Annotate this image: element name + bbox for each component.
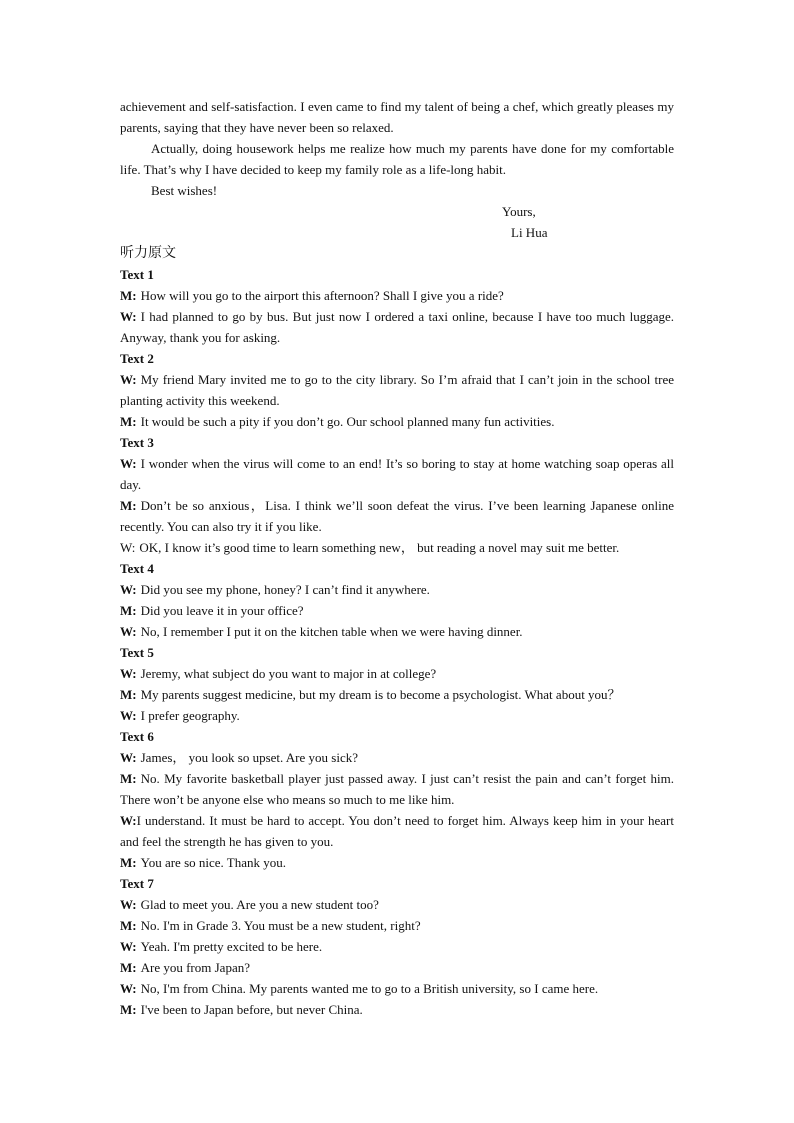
text-title: Text 1 <box>120 267 154 282</box>
dialogue-line <box>120 705 674 726</box>
transcript-text-block <box>120 348 674 432</box>
letter-paragraph-1: achievement and self-satisfaction. I even came to find my talent of being a chef, which greatly pleases my parents, saying that they have never been so relaxed. <box>120 99 674 135</box>
dialogue-text: You are so nice. Thank you. <box>140 855 287 870</box>
dialogue-line <box>120 663 674 684</box>
text-title: Text 7 <box>120 876 154 891</box>
speaker-label: M: <box>120 918 137 933</box>
dialogue-line <box>120 537 674 558</box>
speaker-label: W: <box>120 939 137 954</box>
letter-closing: Yours, <box>502 204 536 219</box>
dialogue-line <box>120 852 674 873</box>
dialogue-line <box>120 684 674 705</box>
dialogue-text: How will you go to the airport this afternoon? Shall I give you a ride? <box>140 288 504 303</box>
speaker-label: M: <box>120 687 137 702</box>
dialogue-text: I wonder when the virus will come to an end! It’s so boring to stay at home watching soap operas all day. <box>120 456 674 492</box>
letter-signature: Li Hua <box>511 225 548 240</box>
document-page <box>120 96 674 1020</box>
speaker-label: M: <box>120 603 137 618</box>
dialogue-line <box>120 978 674 999</box>
dialogue-line <box>120 915 674 936</box>
dialogue-line <box>120 369 674 411</box>
dialogue-text: My friend Mary invited me to go to the city library. So I’m afraid that I can’t join in the school tree planting activity this weekend. <box>120 372 674 408</box>
dialogue-line <box>120 411 674 432</box>
text-title: Text 6 <box>120 729 154 744</box>
dialogue-line <box>120 936 674 957</box>
dialogue-text: I understand. It must be hard to accept. You don’t need to forget him. Always keep him in your heart and feel the strength he has given to you. <box>120 813 674 849</box>
text-title: Text 3 <box>120 435 154 450</box>
dialogue-line <box>120 621 674 642</box>
speaker-label: M: <box>120 288 137 303</box>
speaker-label: M: <box>120 960 137 975</box>
dialogue-text: OK, I know it’s good time to learn something new， but reading a novel may suit me better. <box>139 540 620 555</box>
dialogue-text: No. I'm in Grade 3. You must be a new student, right? <box>140 918 421 933</box>
dialogue-line <box>120 810 674 852</box>
dialogue-line <box>120 600 674 621</box>
dialogue-line <box>120 495 674 537</box>
speaker-label: M: <box>120 498 137 513</box>
speaker-label: W: <box>120 540 136 555</box>
speaker-label: W: <box>120 981 137 996</box>
text-title: Text 4 <box>120 561 154 576</box>
speaker-label: W: <box>120 666 137 681</box>
dialogue-text: Glad to meet you. Are you a new student too? <box>140 897 379 912</box>
dialogue-line <box>120 999 674 1020</box>
text-title: Text 2 <box>120 351 154 366</box>
dialogue-text: James， you look so upset. Are you sick? <box>140 750 358 765</box>
speaker-label: W: <box>120 813 137 828</box>
dialogue-text: No. My favorite basketball player just passed away. I just can’t resist the pain and can’t forget him. There won’t be anyone else who means so much to me like him. <box>120 771 674 807</box>
speaker-label: W: <box>120 750 137 765</box>
dialogue-text: Did you see my phone, honey? I can’t find it anywhere. <box>140 582 430 597</box>
dialogue-text: Jeremy, what subject do you want to major in at college? <box>140 666 437 681</box>
letter-paragraph-3: Best wishes! <box>151 183 218 198</box>
dialogue-text: Did you leave it in your office? <box>140 603 304 618</box>
transcript-text-block <box>120 432 674 558</box>
text-title: Text 5 <box>120 645 154 660</box>
speaker-label: W: <box>120 309 137 324</box>
dialogue-text: No, I'm from China. My parents wanted me to go to a British university, so I came here. <box>140 981 599 996</box>
speaker-label: W: <box>120 624 137 639</box>
speaker-label: M: <box>120 1002 137 1017</box>
dialogue-text: I've been to Japan before, but never China. <box>140 1002 363 1017</box>
transcript-heading: 听力原文 <box>120 245 176 261</box>
dialogue-line <box>120 579 674 600</box>
dialogue-line <box>120 894 674 915</box>
speaker-label: W: <box>120 372 137 387</box>
speaker-label: M: <box>120 414 137 429</box>
speaker-label: M: <box>120 855 137 870</box>
letter-paragraph-2: Actually, doing housework helps me realize how much my parents have done for my comfortable life. That’s why I have decided to keep my family role as a life-long habit. <box>120 141 674 177</box>
speaker-label: W: <box>120 897 137 912</box>
dialogue-text: I had planned to go by bus. But just now I ordered a taxi online, because I have too much luggage. Anyway, thank you for asking. <box>120 309 674 345</box>
dialogue-line <box>120 768 674 810</box>
transcript-text-block <box>120 642 674 726</box>
dialogue-text: It would be such a pity if you don’t go. Our school planned many fun activities. <box>140 414 555 429</box>
letter-section <box>120 96 674 243</box>
speaker-label: W: <box>120 456 137 471</box>
dialogue-line <box>120 747 674 768</box>
dialogue-line <box>120 957 674 978</box>
dialogue-line <box>120 453 674 495</box>
dialogue-text: Yeah. I'm pretty excited to be here. <box>140 939 323 954</box>
dialogue-text: No, I remember I put it on the kitchen table when we were having dinner. <box>140 624 523 639</box>
speaker-label: M: <box>120 771 137 786</box>
speaker-label: W: <box>120 708 137 723</box>
transcript-section <box>120 264 674 1020</box>
dialogue-text: I prefer geography. <box>140 708 240 723</box>
dialogue-line <box>120 285 674 306</box>
dialogue-text: My parents suggest medicine, but my dream is to become a psychologist. What about you？ <box>140 687 621 702</box>
transcript-text-block <box>120 873 674 1020</box>
transcript-text-block <box>120 726 674 873</box>
dialogue-line <box>120 306 674 348</box>
dialogue-text: Don’t be so anxious，Lisa. I think we’ll soon defeat the virus. I’ve been learning Japanese online recently. You can also try it if you like. <box>120 498 674 534</box>
speaker-label: W: <box>120 582 137 597</box>
transcript-text-block <box>120 264 674 348</box>
transcript-text-block <box>120 558 674 642</box>
dialogue-text: Are you from Japan? <box>140 960 250 975</box>
